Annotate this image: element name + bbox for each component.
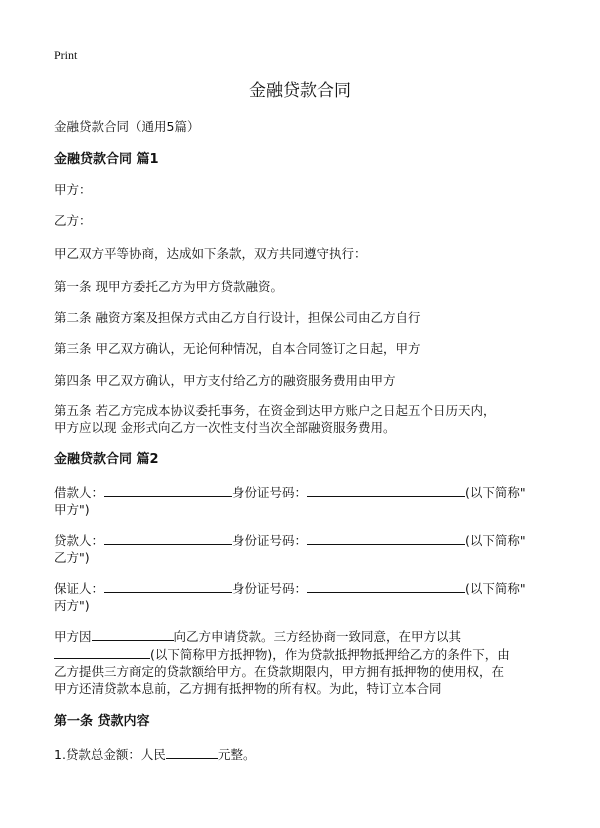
loan-amount-label: 1.贷款总金额：人民 — [54, 747, 166, 762]
article-3: 第三条 甲乙双方确认，无论何种情况，自本合同签订之日起，甲方 — [54, 341, 421, 356]
lender-label: 贷款人： — [54, 533, 105, 548]
borrower-id-blank[interactable] — [307, 483, 465, 497]
loan-p4: 甲方还清贷款本息前，乙方拥有抵押物的所有权。为此，特订立本合同 — [54, 681, 442, 696]
lender-id-label: 身份证号码： — [232, 533, 308, 548]
article-1: 第一条 现甲方委托乙方为甲方贷款融资。 — [54, 279, 283, 294]
loan-p3: 乙方提供三方商定的贷款额给甲方。在贷款期限内，甲方拥有抵押物的使用权，在 — [54, 664, 505, 679]
article-5-line-1: 第五条 若乙方完成本协议委托事务，在资金到达甲方账户之日起五个日历天内， — [54, 403, 496, 418]
lender-name-blank[interactable] — [104, 531, 232, 545]
loan-p1-a: 甲方因 — [54, 629, 92, 644]
section-1-heading: 金融贷款合同 篇1 — [54, 152, 159, 167]
borrower-name-blank[interactable] — [104, 483, 232, 497]
print-label[interactable]: Print — [54, 48, 78, 62]
borrower-block — [54, 483, 560, 518]
borrower-alias: 甲方") — [54, 502, 90, 517]
guarantor-label: 保证人： — [54, 581, 105, 596]
document-subtitle: 金融贷款合同（通用5篇） — [54, 119, 200, 134]
article-4: 第四条 甲乙双方确认，甲方支付给乙方的融资服务费用由甲方 — [54, 373, 396, 388]
party-b-line: 乙方： — [54, 213, 92, 228]
article-5-line-2: 甲方应以现 金形式向乙方一次性支付当次全部融资服务费用。 — [54, 420, 396, 435]
lender-alias: 乙方") — [54, 550, 90, 565]
document-title: 金融贷款合同 — [249, 81, 351, 101]
lender-alias-prefix: (以下简称" — [465, 533, 526, 548]
loan-p2: (以下简称甲方抵押物)，作为贷款抵押物抵押给乙方的条件下，由 — [150, 647, 510, 662]
guarantor-id-label: 身份证号码： — [232, 581, 308, 596]
collateral-blank[interactable] — [54, 645, 150, 659]
party-a-line: 甲方： — [54, 182, 92, 197]
intro-paragraph: 甲乙双方平等协商，达成如下条款，双方共同遵守执行： — [54, 246, 367, 261]
borrower-label: 借款人： — [54, 485, 105, 500]
lender-block — [54, 531, 560, 566]
loan-amount-line — [54, 745, 560, 764]
borrower-id-label: 身份证号码： — [232, 485, 308, 500]
guarantor-alias: 丙方") — [54, 598, 90, 613]
guarantor-block — [54, 579, 560, 614]
borrower-alias-prefix: (以下简称" — [465, 485, 526, 500]
article-1-heading: 第一条 贷款内容 — [54, 714, 150, 729]
guarantor-alias-prefix: (以下简称" — [465, 581, 526, 596]
article-5 — [54, 402, 560, 436]
loan-p1-b: 向乙方申请贷款。三方经协商一致同意，在甲方以其 — [173, 629, 462, 644]
loan-purpose-blank[interactable] — [92, 627, 174, 641]
loan-amount-suffix: 元整。 — [217, 747, 256, 762]
article-2: 第二条 融资方案及担保方式由乙方自行设计，担保公司由乙方自行 — [54, 310, 421, 325]
section-2-heading: 金融贷款合同 篇2 — [54, 452, 159, 467]
loan-paragraph — [54, 627, 560, 697]
lender-id-blank[interactable] — [307, 531, 465, 545]
guarantor-id-blank[interactable] — [307, 579, 465, 593]
loan-amount-blank[interactable] — [166, 745, 218, 759]
guarantor-name-blank[interactable] — [104, 579, 232, 593]
